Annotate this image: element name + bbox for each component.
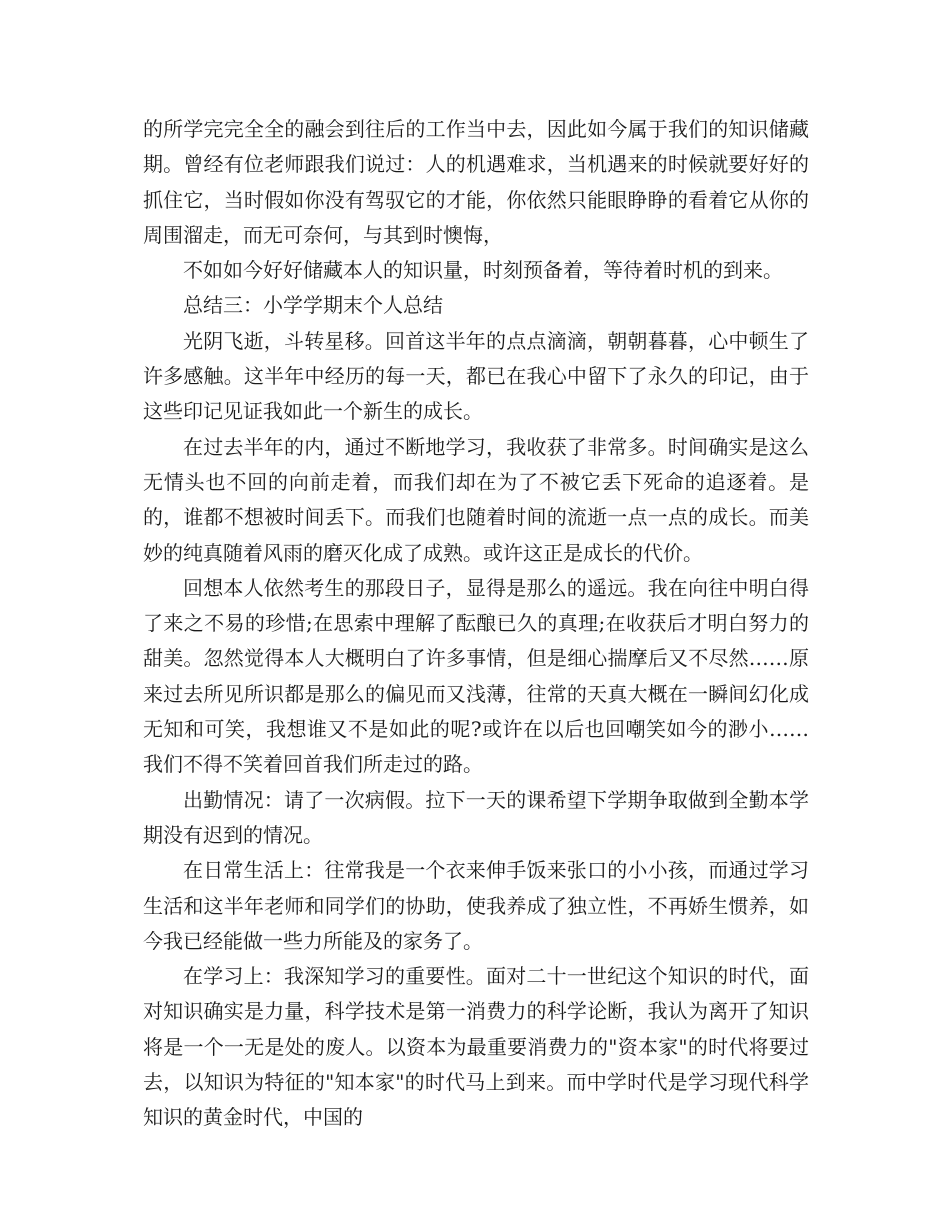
paragraph-continuation: 的所学完完全全的融会到往后的工作当中去，因此如今属于我们的知识储藏期。曾经有位老师跟我们说过：人的机遇难求，当机遇来的时候就要好好的抓住它，当时假如你没有驾驭它的才能，你依然只能眼睁睁的看着它从你的周围溜走，而无可奈何，与其到时懊悔， <box>143 117 809 247</box>
section-heading: 总结三：小学学期末个人总结 <box>183 293 443 318</box>
document-body <box>143 112 809 1136</box>
paragraph: 出勤情况：请了一次病假。拉下一天的课希望下学期争取做到全勤本学期没有迟到的情况。 <box>143 787 809 847</box>
paragraph: 不如如今好好储藏本人的知识量，时刻预备着，等待着时机的到来。 <box>183 258 783 283</box>
paragraph: 回想本人依然考生的那段日子，显得是那么的遥远。我在向往中明白得了来之不易的珍惜;在思索中理解了酝酿已久的真理;在收获后才明白努力的甜美。忽然觉得本人大概明白了许多事情，但是细心揣摩后又不尽然……原来过去所见所识都是那么的偏见而又浅薄，往常的天真大概在一瞬间幻化成无知和可笑，我想谁又不是如此的呢?或许在以后也回嘲笑如今的渺小……我们不得不笑着回首我们所走过的路。 <box>143 575 809 777</box>
paragraph: 光阴飞逝，斗转星移。回首这半年的点点滴滴，朝朝暮暮，心中顿生了许多感触。这半年中经历的每一天，都已在我心中留下了永久的印记，由于这些印记见证我如此一个新生的成长。 <box>143 328 809 424</box>
paragraph: 在过去半年的内，通过不断地学习，我收获了非常多。时间确实是这么无情头也不回的向前走着，而我们却在为了不被它丢下死命的追逐着。是的，谁都不想被时间丢下。而我们也随着时间的流逝一点一点的成长。而美妙的纯真随着风雨的磨灭化成了成熟。或许这正是成长的代价。 <box>143 434 809 565</box>
paragraph: 在学习上：我深知学习的重要性。面对二十一世纪这个知识的时代，面对知识确实是力量，科学技术是第一消费力的科学论断，我认为离开了知识将是一个一无是处的废人。以资本为最重要消费力的"资本家"的时代将要过去，以知识为特征的"知本家"的时代马上到来。而中学时代是学习现代科学知识的黄金时代，中国的 <box>143 964 809 1130</box>
paragraph: 在日常生活上：往常我是一个衣来伸手饭来张口的小小孩，而通过学习生活和这半年老师和同学们的协助，使我养成了独立性，不再娇生惯养，如今我已经能做一些力所能及的家务了。 <box>143 858 809 953</box>
